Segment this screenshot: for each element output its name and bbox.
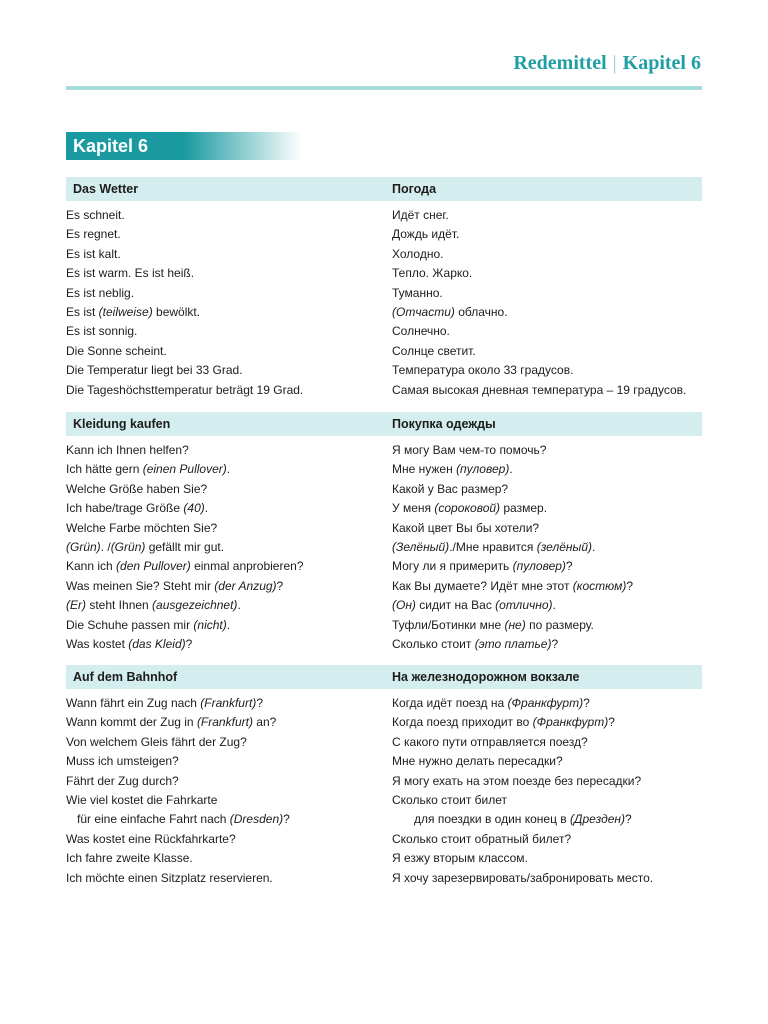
phrase-row — [66, 225, 702, 244]
phrase-german: (Er) steht Ihnen (ausgezeichnet). — [66, 598, 241, 613]
phrase-row — [66, 557, 702, 576]
chapter-title: Kapitel 6 — [66, 132, 302, 160]
phrase-german: Die Schuhe passen mir (nicht). — [66, 617, 231, 632]
header-rule — [66, 86, 702, 90]
phrase-russian: (Он) сидит на Вас (отлично). — [392, 598, 556, 613]
section-title-ru: Погода — [392, 182, 437, 196]
section-weather — [66, 177, 702, 400]
phrase-row — [66, 810, 702, 829]
phrase-german: Die Tageshöchsttemperatur beträgt 19 Grad. — [66, 382, 304, 397]
section-header — [66, 665, 702, 689]
phrase-row — [66, 791, 702, 810]
phrase-german: Was kostet (das Kleid)? — [66, 636, 193, 651]
phrase-russian: Я могу ехать на этом поезде без пересадки? — [392, 773, 642, 788]
phrase-row — [66, 752, 702, 771]
section-clothing-shopping — [66, 412, 702, 654]
phrase-german: Ich fahre zweite Klasse. — [66, 851, 193, 866]
phrase-russian: Какой у Вас размер? — [392, 481, 509, 496]
phrase-german: Wie viel kostet die Fahrkarte — [66, 792, 218, 807]
phrase-german: Es ist kalt. — [66, 246, 121, 261]
phrase-russian: Идёт снег. — [392, 208, 449, 222]
phrase-german: für eine einfache Fahrt nach (Dresden)? — [77, 812, 290, 827]
phrase-row — [66, 577, 702, 596]
phrase-german: Ich möchte einen Sitzplatz reservieren. — [66, 870, 273, 885]
phrase-russian: Сколько стоит билет — [392, 792, 508, 807]
phrase-russian: Мне нужно делать пересадки? — [392, 754, 563, 769]
phrase-list — [66, 206, 702, 400]
phrase-row — [66, 480, 702, 499]
phrase-russian: Дождь идёт. — [392, 227, 460, 242]
phrase-german: Es ist neblig. — [66, 285, 135, 300]
phrase-row — [66, 694, 702, 713]
phrase-german: Die Sonne scheint. — [66, 343, 167, 358]
phrase-german: (Grün). /(Grün) gefällt mir gut. — [66, 539, 225, 554]
phrase-german: Kann ich Ihnen helfen? — [66, 443, 189, 457]
section-header — [66, 412, 702, 436]
phrase-russian: Сколько стоит (это платье)? — [392, 636, 559, 651]
phrase-russian: Я хочу зарезервировать/забронировать место. — [392, 870, 654, 885]
phrase-row — [66, 635, 702, 654]
phrase-russian: Туфли/Ботинки мне (не) по размеру. — [392, 617, 594, 632]
section-title-ru: Покупка одежды — [392, 417, 496, 431]
phrase-russian: Температура около 33 градусов. — [392, 363, 574, 378]
phrase-german: Ich habe/trage Größe (40). — [66, 501, 209, 516]
phrase-list — [66, 441, 702, 654]
phrase-row — [66, 245, 702, 264]
phrase-russian: Могу ли я примерить (пуловер)? — [392, 559, 573, 574]
phrase-row — [66, 264, 702, 283]
phrase-russian: Какой цвет Вы бы хотели? — [392, 520, 540, 535]
phrase-russian: Когда идёт поезд на (Франкфурт)? — [392, 696, 590, 710]
phrase-russian: Туманно. — [392, 285, 443, 300]
phrase-german: Von welchem Gleis fährt der Zug? — [66, 734, 247, 749]
phrase-row — [66, 519, 702, 538]
phrase-row — [66, 713, 702, 732]
phrase-row — [66, 322, 702, 341]
phrase-russian: Я могу Вам чем-то помочь? — [392, 443, 547, 457]
phrase-german: Muss ich umsteigen? — [66, 754, 179, 769]
section-header — [66, 177, 702, 201]
phrase-german: Fährt der Zug durch? — [66, 773, 179, 788]
section-title-de: Kleidung kaufen — [73, 417, 171, 431]
phrase-row — [66, 499, 702, 518]
phrase-row — [66, 830, 702, 849]
phrase-russian: С какого пути отправляется поезд? — [392, 734, 588, 749]
phrase-row — [66, 733, 702, 752]
header-label: Redemittel — [513, 52, 607, 74]
phrase-row — [66, 538, 702, 557]
phrase-german: Es schneit. — [66, 208, 125, 222]
phrase-row — [66, 284, 702, 303]
phrase-russian: Мне нужен (пуловер). — [392, 462, 513, 477]
phrase-list — [66, 694, 702, 888]
phrase-row — [66, 361, 702, 380]
phrase-row — [66, 460, 702, 479]
phrase-russian: У меня (сороковой) размер. — [392, 501, 548, 516]
phrase-russian: (Зелёный)./Мне нравится (зелёный). — [392, 539, 596, 554]
phrase-russian: Как Вы думаете? Идёт мне этот (костюм)? — [392, 578, 634, 593]
phrase-row — [66, 596, 702, 615]
phrase-row — [66, 206, 702, 225]
phrase-russian: Тепло. Жарко. — [392, 266, 473, 281]
phrase-german: Es ist sonnig. — [66, 324, 138, 339]
phrase-russian: Я езжу вторым классом. — [392, 851, 528, 866]
phrase-german: Was meinen Sie? Steht mir (der Anzug)? — [66, 578, 284, 593]
section-title-de: Das Wetter — [73, 182, 139, 196]
section-title-de: Auf dem Bahnhof — [73, 670, 178, 684]
phrase-german: Kann ich (den Pullover) einmal anprobieren? — [66, 559, 304, 574]
phrase-russian: Самая высокая дневная температура – 19 градусов. — [392, 382, 687, 397]
phrase-russian: Сколько стоит обратный билет? — [392, 831, 572, 846]
phrase-row — [66, 303, 702, 322]
phrase-german: Es ist warm. Es ist heiß. — [66, 266, 195, 281]
header-separator: | — [612, 52, 617, 74]
phrase-russian: (Отчасти) облачно. — [392, 304, 508, 319]
phrase-russian: Когда поезд приходит во (Франкфурт)? — [392, 715, 615, 730]
phrase-german: Wann kommt der Zug in (Frankfurt) an? — [66, 715, 277, 730]
phrase-german: Es regnet. — [66, 227, 121, 242]
phrase-row — [66, 772, 702, 791]
phrase-row — [66, 616, 702, 635]
phrase-russian: для поездки в один конец в (Дрезден)? — [414, 812, 632, 827]
section-train-station — [66, 665, 702, 888]
header-chapter: Kapitel 6 — [622, 52, 701, 74]
phrase-row — [66, 342, 702, 361]
phrase-row — [66, 381, 702, 400]
phrase-german: Wann fährt ein Zug nach (Frankfurt)? — [66, 696, 263, 710]
phrase-german: Welche Farbe möchten Sie? — [66, 520, 218, 535]
phrase-row — [66, 441, 702, 460]
phrase-row — [66, 869, 702, 888]
phrase-german: Ich hätte gern (einen Pullover). — [66, 462, 231, 477]
phrase-german: Was kostet eine Rückfahrkarte? — [66, 831, 236, 846]
phrase-german: Die Temperatur liegt bei 33 Grad. — [66, 363, 243, 378]
phrase-russian: Холодно. — [392, 246, 444, 261]
running-header — [513, 52, 701, 75]
phrase-russian: Солнечно. — [392, 324, 450, 339]
phrase-row — [66, 849, 702, 868]
phrase-german: Es ist (teilweise) bewölkt. — [66, 304, 201, 319]
section-title-ru: На железнодорожном вокзале — [392, 670, 580, 684]
phrase-russian: Солнце светит. — [392, 343, 476, 358]
phrase-german: Welche Größe haben Sie? — [66, 481, 208, 496]
